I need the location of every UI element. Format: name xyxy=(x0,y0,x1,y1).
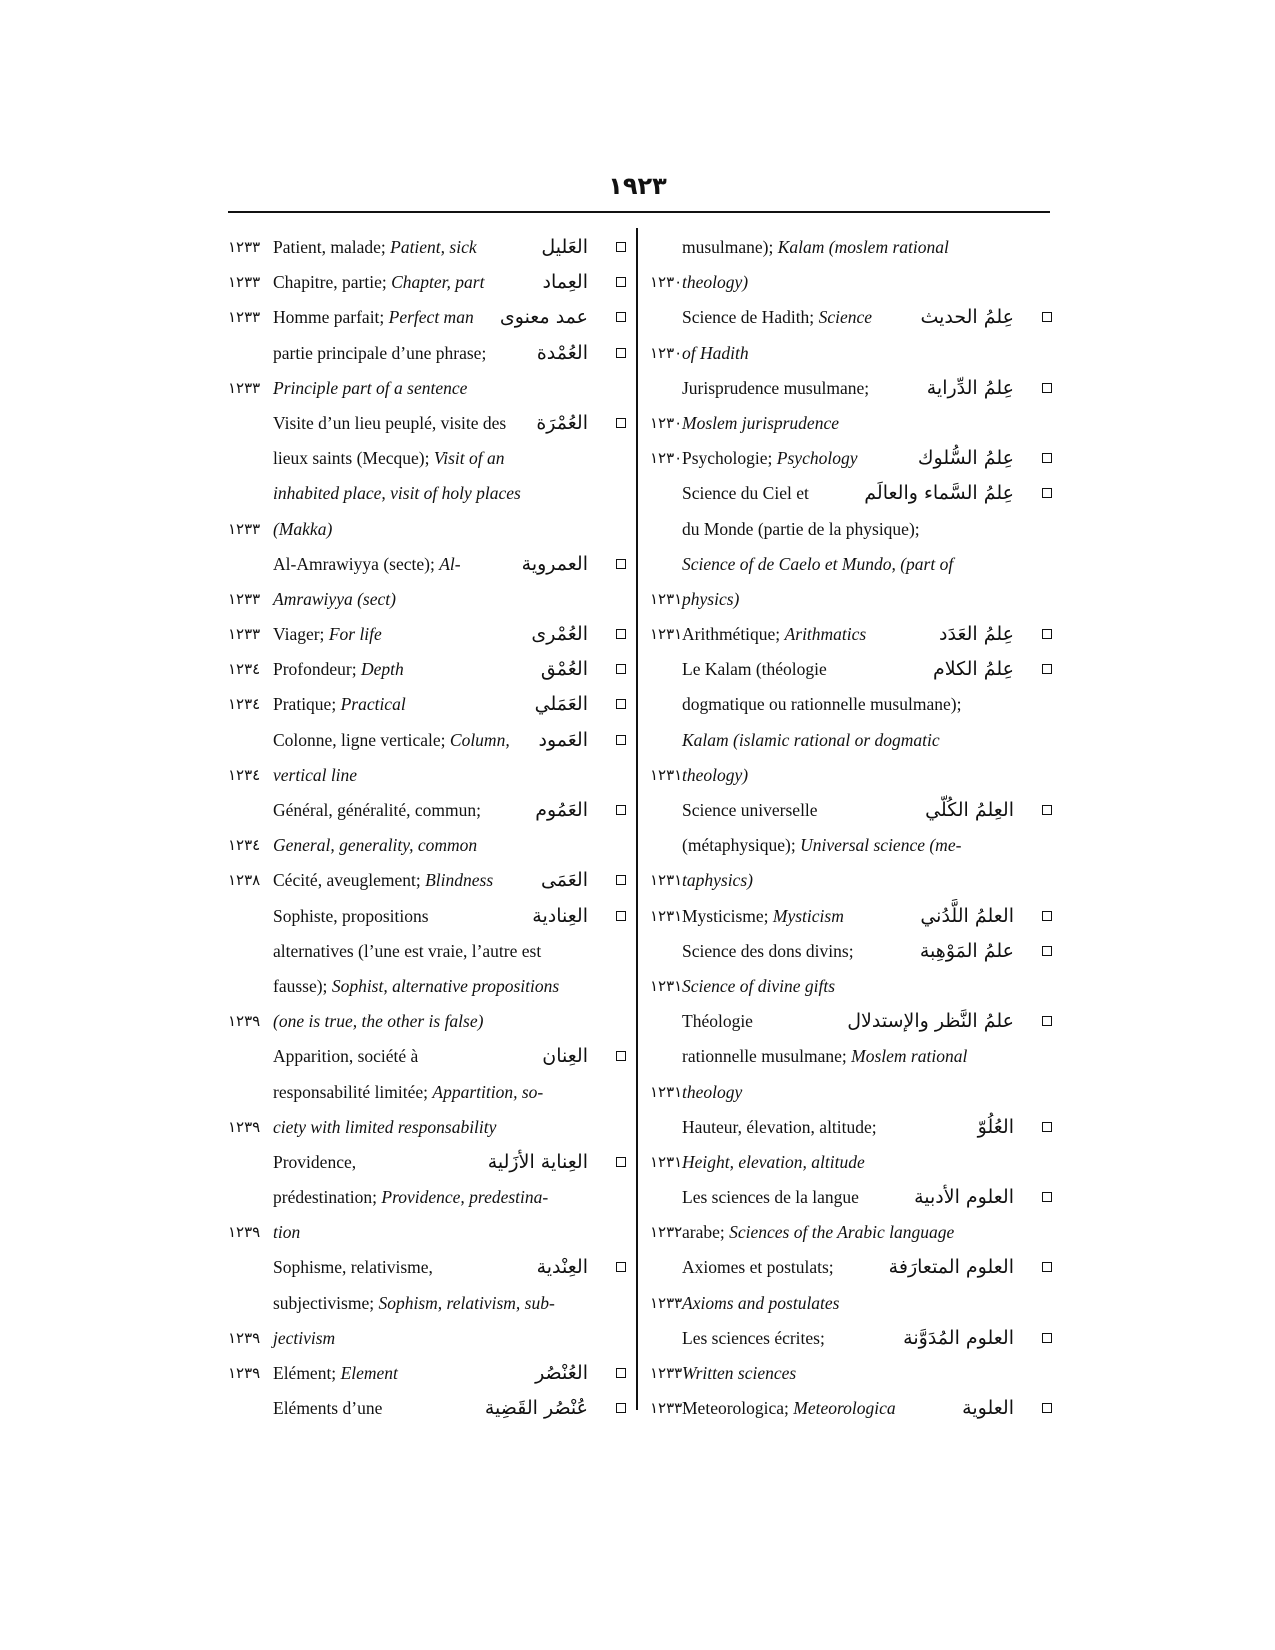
entry-line xyxy=(650,582,1054,617)
entry-text xyxy=(682,1075,1054,1110)
entry-line xyxy=(228,793,628,828)
arabic-term: العلمُ اللَّدُني xyxy=(920,904,1014,927)
entry-line xyxy=(228,547,628,582)
entry-bullet-icon xyxy=(616,348,626,358)
page-reference: ١٢٣١ xyxy=(650,765,683,784)
page-reference: ١٢٣٤ xyxy=(228,695,261,714)
entry-line xyxy=(650,687,1054,722)
english-translation: Sophism, relativism, sub- xyxy=(378,1292,555,1313)
page-reference: ١٢٣٠ xyxy=(650,413,683,432)
entry-text xyxy=(273,828,628,863)
entry-line xyxy=(228,1004,628,1039)
entry-text xyxy=(682,265,1054,300)
entry-text xyxy=(273,1110,628,1145)
entry-bullet-icon xyxy=(1042,1122,1052,1132)
page-reference: ١٢٣٤ xyxy=(228,765,261,784)
page-reference: ١٢٣٤ xyxy=(228,836,261,855)
french-translation: partie principale d’une phrase; xyxy=(273,342,487,363)
entry-text xyxy=(273,1004,628,1039)
french-translation: responsabilité limitée; xyxy=(273,1081,433,1102)
entry-bullet-icon xyxy=(1042,911,1052,921)
page-reference: ١٢٣١ xyxy=(650,589,683,608)
entry-text xyxy=(273,441,628,476)
arabic-term: عِلمُ الحديث xyxy=(920,306,1014,329)
entry-text xyxy=(682,336,1054,371)
english-translation: Written sciences xyxy=(682,1363,797,1383)
page-reference: ١٢٣٩ xyxy=(228,1012,261,1031)
arabic-term: العُمْرى xyxy=(531,623,588,646)
french-translation: Meteorologica; xyxy=(682,1398,794,1419)
right-column xyxy=(650,230,1054,1420)
entry-line xyxy=(228,863,628,898)
french-translation: Providence, xyxy=(273,1151,357,1172)
english-translation: General, generality, common xyxy=(273,835,478,856)
entry-bullet-icon xyxy=(616,1403,626,1413)
entry-bullet-icon xyxy=(616,735,626,745)
arabic-term: العُمْرَة xyxy=(536,411,588,434)
english-translation: Kalam (islamic rational or dogmatic xyxy=(682,729,940,750)
entry-bullet-icon xyxy=(1042,1016,1052,1026)
entry-line xyxy=(650,1391,1054,1426)
entry-line xyxy=(228,512,628,547)
french-translation: Cécité, aveuglement; xyxy=(273,870,426,891)
entry-text xyxy=(682,406,1054,441)
english-translation: Perfect man xyxy=(388,307,474,328)
entry-line xyxy=(228,1321,628,1356)
entry-bullet-icon xyxy=(1042,383,1052,393)
french-translation: arabe; xyxy=(682,1222,730,1243)
arabic-term: عِلمُ الكلام xyxy=(933,658,1014,681)
page-reference: ١٢٣٩ xyxy=(228,1328,261,1347)
entry-line xyxy=(228,476,628,511)
french-translation: Science de Hadith; xyxy=(682,307,819,328)
english-translation: Meteorologica xyxy=(793,1398,896,1419)
french-translation: Science universelle xyxy=(682,800,818,820)
french-translation: fausse); xyxy=(273,975,332,996)
french-translation: rationnelle musulmane; xyxy=(682,1046,852,1067)
entry-bullet-icon xyxy=(616,629,626,639)
entry-line xyxy=(228,1110,628,1145)
french-translation: Axiomes et postulats; xyxy=(682,1257,834,1278)
page-reference: ١٢٣٣ xyxy=(650,1399,683,1418)
french-translation: musulmane); xyxy=(682,237,778,257)
page-reference: ١٢٣٣ xyxy=(228,308,261,327)
entry-line xyxy=(228,1075,628,1110)
entry-line xyxy=(650,1321,1054,1356)
entry-line xyxy=(228,828,628,863)
entry-text xyxy=(273,1286,628,1321)
french-translation: du Monde (partie de la physique); xyxy=(682,518,920,539)
english-translation: Axioms and postulates xyxy=(682,1292,840,1313)
arabic-term: العُلُوّ xyxy=(977,1115,1014,1138)
entry-line xyxy=(650,617,1054,652)
entry-text xyxy=(273,476,628,511)
entry-line xyxy=(650,230,1054,265)
entry-line xyxy=(650,1250,1054,1285)
arabic-term: العلوم المتعارَفة xyxy=(888,1256,1014,1279)
entry-text xyxy=(682,1145,1054,1180)
english-translation: theology) xyxy=(682,764,749,785)
entry-line xyxy=(228,406,628,441)
entry-line xyxy=(228,617,628,652)
french-translation: Les sciences de la langue xyxy=(682,1187,859,1208)
english-translation: Moslem jurisprudence xyxy=(682,412,839,433)
english-translation: Kalam (moslem rational xyxy=(777,237,949,257)
english-translation: Al- xyxy=(439,553,461,574)
entry-text xyxy=(682,723,1054,758)
entry-bullet-icon xyxy=(1042,1262,1052,1272)
entry-line xyxy=(650,899,1054,934)
page-reference: ١٢٣١ xyxy=(650,625,683,644)
english-translation: vertical line xyxy=(273,764,358,785)
english-translation: Science of divine gifts xyxy=(682,975,836,996)
entry-line xyxy=(650,1286,1054,1321)
entry-line xyxy=(650,547,1054,582)
english-translation: Element xyxy=(340,1363,398,1383)
french-translation: Eléments d’une xyxy=(273,1398,383,1419)
french-translation: Sophiste, propositions xyxy=(273,905,429,926)
page-reference: ١٢٣٩ xyxy=(228,1117,261,1136)
entry-bullet-icon xyxy=(1042,805,1052,815)
entry-line xyxy=(650,828,1054,863)
entry-bullet-icon xyxy=(1042,1403,1052,1413)
french-translation: Les sciences écrites; xyxy=(682,1327,825,1348)
arabic-term: عِلمُ السَّماء والعالَم xyxy=(864,482,1014,505)
page-number: ١٩٢٣ xyxy=(608,172,667,200)
french-translation: Apparition, société à xyxy=(273,1046,419,1067)
english-translation: Practical xyxy=(340,694,406,715)
entry-line xyxy=(650,512,1054,547)
french-translation: Psychologie; xyxy=(682,448,777,469)
entry-line xyxy=(228,1250,628,1285)
entry-line xyxy=(228,1039,628,1074)
french-translation: Théologie xyxy=(682,1011,753,1032)
page-reference: ١٢٣٤ xyxy=(228,660,261,679)
entry-bullet-icon xyxy=(616,312,626,322)
entry-text xyxy=(273,1180,628,1215)
entry-text xyxy=(682,512,1054,547)
french-translation: Jurisprudence musulmane; xyxy=(682,377,870,398)
arabic-term: العَمود xyxy=(538,728,588,751)
entry-bullet-icon xyxy=(616,1157,626,1167)
arabic-term: علمُ النَّظر والإستدلال xyxy=(847,1010,1014,1033)
arabic-term: العلوية xyxy=(962,1397,1014,1420)
english-translation: Science xyxy=(818,307,872,328)
entry-bullet-icon xyxy=(616,1262,626,1272)
entry-line xyxy=(228,1215,628,1250)
entry-text xyxy=(682,582,1054,617)
entry-line xyxy=(228,969,628,1004)
entry-line xyxy=(228,652,628,687)
english-translation: (Makka) xyxy=(273,518,333,539)
entry-bullet-icon xyxy=(616,277,626,287)
english-translation: of Hadith xyxy=(682,342,749,363)
entry-bullet-icon xyxy=(1042,946,1052,956)
arabic-term: العِناية الأزَلية xyxy=(487,1150,588,1173)
entry-text xyxy=(682,969,1054,1004)
entry-bullet-icon xyxy=(616,1368,626,1378)
entry-line xyxy=(228,1391,628,1426)
entry-text xyxy=(682,230,1054,265)
entry-bullet-icon xyxy=(1042,312,1052,322)
page-reference: ١٢٣١ xyxy=(650,1082,683,1101)
english-translation: theology xyxy=(682,1081,743,1102)
entry-text xyxy=(682,1286,1054,1321)
arabic-term: العُمْق xyxy=(540,658,588,681)
arabic-term: علمُ المَوْهِبة xyxy=(919,939,1014,962)
page-reference: ١٢٣٣ xyxy=(228,625,261,644)
entry-bullet-icon xyxy=(1042,1192,1052,1202)
english-translation: jectivism xyxy=(273,1327,336,1348)
page-reference: ١٢٣٣ xyxy=(650,1364,683,1382)
entry-line xyxy=(650,1145,1054,1180)
english-translation: Sophist, alternative propositions xyxy=(331,975,560,996)
arabic-term: العلوم الأدبية xyxy=(914,1186,1014,1209)
arabic-term: العِنادية xyxy=(532,904,588,927)
entry-text xyxy=(273,1321,628,1356)
french-translation: Mysticisme; xyxy=(682,905,773,926)
english-translation: Science of de Caelo et Mundo, (part of xyxy=(682,553,954,574)
french-translation: Arithmétique; xyxy=(682,624,785,645)
page-reference: ١٢٣٣ xyxy=(228,519,261,538)
english-translation: theology) xyxy=(682,272,749,293)
entry-line xyxy=(228,300,628,335)
entry-line xyxy=(228,265,628,300)
french-translation: alternatives (l’une est vraie, l’autre est xyxy=(273,940,542,961)
english-translation: For life xyxy=(328,624,382,645)
entry-line xyxy=(650,969,1054,1004)
english-translation: tion xyxy=(273,1222,301,1243)
entry-text xyxy=(273,758,628,793)
entry-text xyxy=(682,1356,1054,1391)
entry-line xyxy=(228,371,628,406)
entry-text xyxy=(682,828,1054,863)
english-translation: Blindness xyxy=(425,870,494,891)
arabic-term: العِماد xyxy=(542,271,588,294)
english-translation: Column, xyxy=(449,729,510,750)
arabic-term: العِلمُ الكُلّي xyxy=(925,799,1014,821)
english-translation: Chapter, part xyxy=(391,272,485,293)
french-translation: subjectivisme; xyxy=(273,1292,379,1313)
arabic-term: عِلمُ العَدَد xyxy=(939,623,1014,646)
english-translation: Depth xyxy=(360,659,404,680)
entry-text xyxy=(273,1215,628,1250)
entry-bullet-icon xyxy=(1042,1333,1052,1343)
page-reference: ١٢٣٨ xyxy=(228,871,261,890)
page-reference: ١٢٣٠ xyxy=(650,449,683,468)
english-translation: Mysticism xyxy=(772,905,844,926)
entry-text xyxy=(273,1075,628,1110)
page-reference: ١٢٣٠ xyxy=(650,343,683,362)
arabic-term: عِلمُ الدِّراية xyxy=(926,376,1014,399)
english-translation: Arithmatics xyxy=(784,624,867,645)
english-translation: physics) xyxy=(682,588,740,609)
entry-line xyxy=(650,1039,1054,1074)
entry-line xyxy=(228,723,628,758)
entry-line xyxy=(650,793,1054,828)
entry-bullet-icon xyxy=(616,699,626,709)
entry-bullet-icon xyxy=(1042,488,1052,498)
page-reference: ١٢٣١ xyxy=(650,1152,683,1171)
entry-bullet-icon xyxy=(616,1051,626,1061)
entry-line xyxy=(650,441,1054,476)
entry-line xyxy=(228,687,628,722)
entry-line xyxy=(228,899,628,934)
entry-bullet-icon xyxy=(616,242,626,252)
entry-line xyxy=(228,1286,628,1321)
entry-line xyxy=(650,1180,1054,1215)
entry-line xyxy=(650,1075,1054,1110)
entry-line xyxy=(650,1110,1054,1145)
entry-text xyxy=(682,863,1054,898)
french-translation: Visite d’un lieu peuplé, visite des xyxy=(273,412,507,433)
french-translation: Science du Ciel et xyxy=(682,483,809,504)
french-translation: Patient, malade; xyxy=(273,237,391,257)
arabic-term: عِلمُ السُّلوك xyxy=(917,447,1014,470)
arabic-term: العَمَلي xyxy=(534,693,588,716)
entry-bullet-icon xyxy=(1042,453,1052,463)
entry-line xyxy=(650,1356,1054,1391)
entry-line xyxy=(650,934,1054,969)
entry-line xyxy=(650,863,1054,898)
french-translation: Sophisme, relativisme, xyxy=(273,1257,433,1278)
page-reference: ١٢٣٩ xyxy=(228,1223,261,1242)
english-translation: Height, elevation, altitude xyxy=(682,1151,865,1172)
entry-line xyxy=(650,723,1054,758)
french-translation: Colonne, ligne verticale; xyxy=(273,729,450,750)
entry-text xyxy=(273,512,628,547)
page-reference: ١٢٣٣ xyxy=(650,1293,683,1312)
english-translation: Visit of an xyxy=(433,448,505,469)
entry-line xyxy=(650,336,1054,371)
entry-bullet-icon xyxy=(616,559,626,569)
french-translation: Science des dons divins; xyxy=(682,940,854,961)
english-translation: ciety with limited responsability xyxy=(273,1116,497,1137)
french-translation: Viager; xyxy=(273,624,329,645)
english-translation: (one is true, the other is false) xyxy=(273,1011,484,1032)
entry-line xyxy=(228,1145,628,1180)
page-reference: ١٢٣٣ xyxy=(228,589,261,608)
arabic-term: العلوم المُدَوَّنة xyxy=(903,1326,1014,1349)
entry-line xyxy=(650,371,1054,406)
french-translation: prédestination; xyxy=(273,1187,382,1208)
english-translation: Moslem rational xyxy=(851,1046,968,1067)
column-divider xyxy=(636,228,638,1410)
entry-line xyxy=(228,582,628,617)
entry-text xyxy=(682,1215,1054,1250)
french-translation: Le Kalam (théologie xyxy=(682,659,827,680)
entry-text xyxy=(682,1039,1054,1074)
entry-line xyxy=(650,406,1054,441)
english-translation: Sciences of the Arabic language xyxy=(729,1222,955,1243)
entry-line xyxy=(650,300,1054,335)
entry-line xyxy=(650,265,1054,300)
page-reference: ١٢٣١ xyxy=(650,976,683,995)
entry-text xyxy=(273,934,628,969)
entry-text xyxy=(273,582,628,617)
entry-line xyxy=(228,1356,628,1391)
entry-line xyxy=(228,1180,628,1215)
entry-text xyxy=(682,547,1054,582)
french-translation: lieux saints (Mecque); xyxy=(273,448,434,469)
page-reference: ١٢٣٣ xyxy=(228,273,261,292)
entry-text xyxy=(273,371,628,406)
english-translation: Providence, predestina- xyxy=(381,1187,549,1208)
entry-line xyxy=(228,336,628,371)
french-translation: Hauteur, élevation, altitude; xyxy=(682,1116,877,1137)
french-translation: Pratique; xyxy=(273,694,341,715)
page-reference: ١٢٣٢ xyxy=(650,1223,683,1242)
entry-text xyxy=(682,687,1054,722)
arabic-term: العِنان xyxy=(542,1045,588,1068)
entry-line xyxy=(650,1215,1054,1250)
entry-line xyxy=(228,758,628,793)
entry-bullet-icon xyxy=(1042,664,1052,674)
french-translation: Homme parfait; xyxy=(273,307,389,328)
english-translation: Amrawiyya (sect) xyxy=(273,588,396,609)
entry-line xyxy=(228,230,628,265)
english-translation: Psychology xyxy=(776,448,858,469)
page-reference: ١٢٣٣ xyxy=(228,238,261,256)
french-translation: (métaphysique); xyxy=(682,835,801,856)
entry-line xyxy=(650,1004,1054,1039)
entry-bullet-icon xyxy=(616,805,626,815)
english-translation: Appartition, so- xyxy=(432,1081,544,1102)
entry-text xyxy=(273,969,628,1004)
page-reference: ١٢٣٩ xyxy=(228,1364,261,1382)
entry-line xyxy=(228,934,628,969)
english-translation: Principle part of a sentence xyxy=(273,377,468,398)
page-reference: ١٢٣١ xyxy=(650,906,683,925)
english-translation: Universal science (me- xyxy=(800,835,962,856)
french-translation: dogmatique ou rationnelle musulmane); xyxy=(682,694,962,715)
page-reference: ١٢٣٣ xyxy=(228,378,261,397)
page-reference: ١٢٣١ xyxy=(650,871,683,890)
arabic-term: العَمَى xyxy=(540,869,588,892)
arabic-term: عمد معنوى xyxy=(499,306,588,329)
entry-bullet-icon xyxy=(616,664,626,674)
entry-bullet-icon xyxy=(1042,629,1052,639)
english-translation: inhabited place, visit of holy places xyxy=(273,483,521,504)
entry-bullet-icon xyxy=(616,418,626,428)
entry-line xyxy=(650,652,1054,687)
french-translation: Général, généralité, commun; xyxy=(273,800,481,820)
arabic-term: العُمْدة xyxy=(536,341,588,364)
page-reference: ١٢٣٠ xyxy=(650,273,683,292)
left-column xyxy=(228,230,628,1420)
arabic-term: العمروية xyxy=(521,552,588,575)
entry-bullet-icon xyxy=(616,875,626,885)
header-rule xyxy=(228,211,1050,213)
french-translation: Profondeur; xyxy=(273,659,361,680)
french-translation: Elément; xyxy=(273,1363,341,1383)
english-translation: taphysics) xyxy=(682,870,753,891)
french-translation: Chapitre, partie; xyxy=(273,272,392,293)
entry-line xyxy=(650,476,1054,511)
entry-line xyxy=(228,441,628,476)
entry-text xyxy=(682,758,1054,793)
arabic-term: العَمُوم xyxy=(535,799,588,821)
entry-bullet-icon xyxy=(616,911,626,921)
arabic-term: عُنْصُر القَضِية xyxy=(484,1397,588,1420)
english-translation: Patient, sick xyxy=(390,237,477,257)
french-translation: Al-Amrawiyya (secte); xyxy=(273,553,440,574)
arabic-term: العُنْصُر xyxy=(535,1362,588,1384)
arabic-term: العَليل xyxy=(541,236,588,258)
entry-line xyxy=(650,758,1054,793)
arabic-term: العِنْدية xyxy=(536,1256,588,1279)
